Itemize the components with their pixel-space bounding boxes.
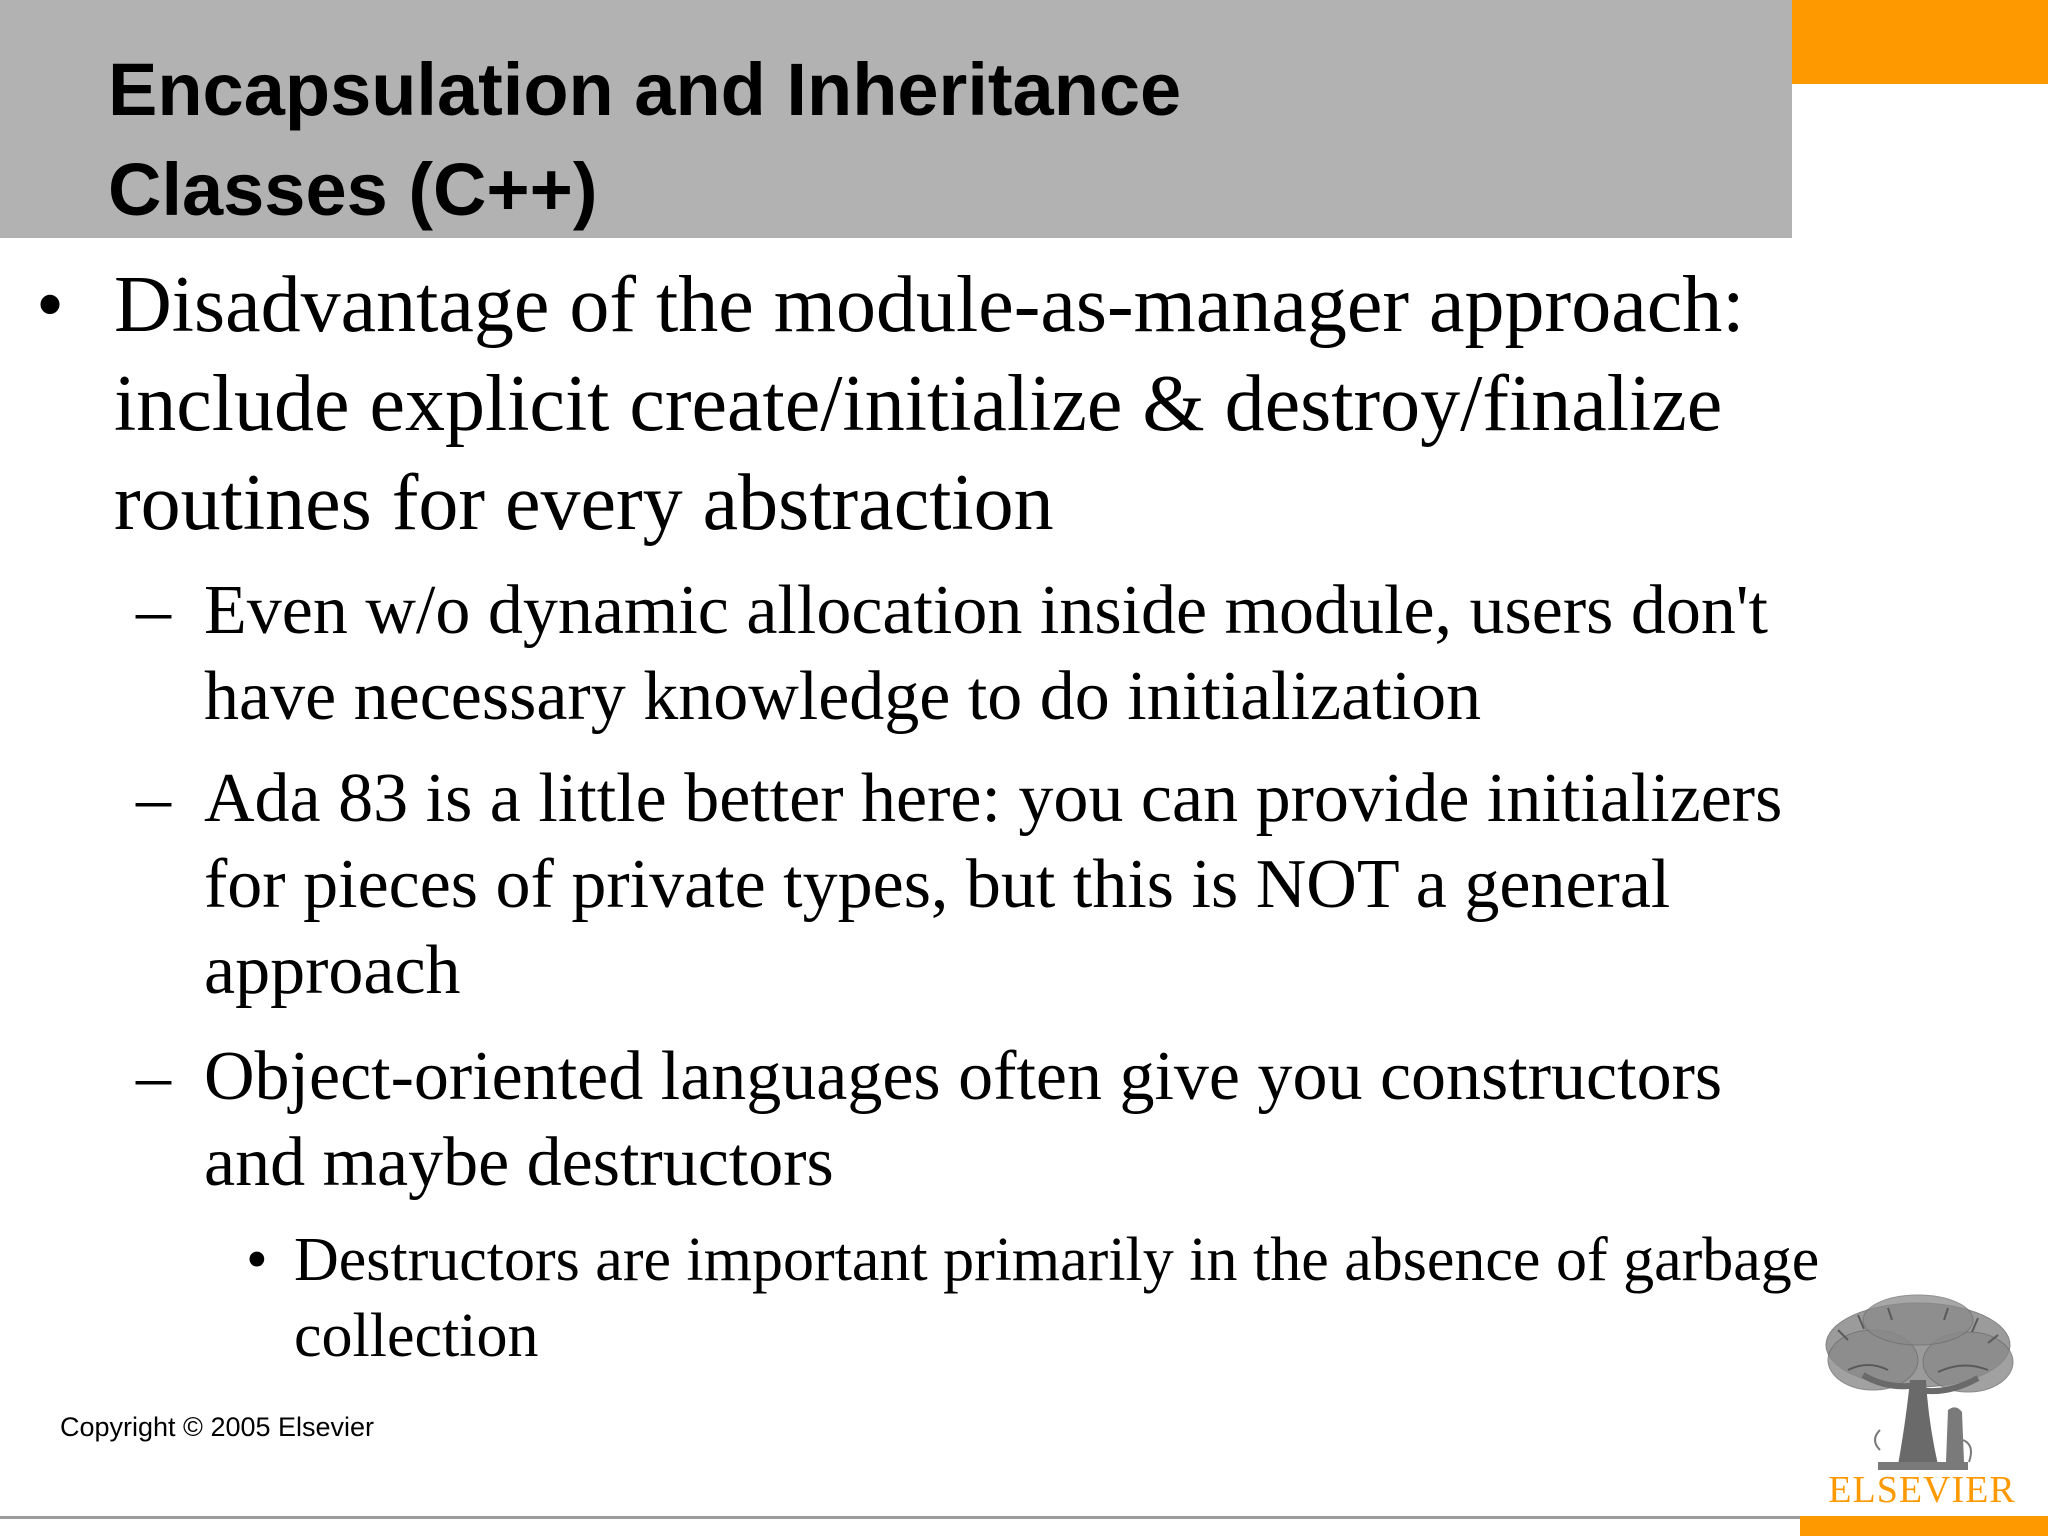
sub-bullet-text [204, 756, 2044, 1014]
bottom-rule [0, 1516, 1800, 1519]
accent-bar [1792, 0, 2048, 84]
sub-sub-bullet-line: Destructors are important primarily in the absence of garbage [294, 1226, 1820, 1294]
sub-bullet-line: Object-oriented languages often give you constructors [204, 1038, 1723, 1115]
sub-bullet-line: have necessary knowledge to do initialization [204, 658, 1482, 735]
bottom-accent-bar [1800, 1516, 2048, 1536]
bullet-marker: • [36, 261, 65, 349]
sub-sub-bullet-1 [0, 1222, 2048, 1382]
sub-sub-bullet-marker: • [246, 1226, 268, 1294]
logo-wordmark: ELSEVIER [1828, 1469, 2016, 1511]
sub-bullet-text [204, 1034, 2044, 1206]
sub-bullet-line: for pieces of private types, but this is NOT a general [204, 846, 1671, 923]
slide-title [108, 40, 1768, 240]
sub-sub-bullet-text [294, 1222, 2034, 1374]
sub-bullet-line: and maybe destructors [204, 1124, 834, 1201]
title-line-2: Classes (C++) [108, 148, 598, 231]
sub-bullet-marker: – [136, 1038, 171, 1115]
sub-sub-bullet-line: collection [294, 1302, 539, 1370]
title-line-1: Encapsulation and Inheritance [108, 48, 1182, 131]
bullet-line: include explicit create/initialize & destroy/finalize [114, 360, 1723, 448]
sub-bullet-3 [0, 1034, 2048, 1214]
bullet-text [114, 256, 2034, 553]
sub-bullet-text [204, 568, 2044, 740]
bullet-line: Disadvantage of the module-as-manager approach: [114, 261, 1745, 349]
bullet-line: routines for every abstraction [114, 459, 1054, 547]
sub-bullet-1 [0, 568, 2048, 748]
bullet-1 [0, 256, 2048, 556]
sub-bullet-marker: – [136, 760, 171, 837]
sub-bullet-line: Ada 83 is a little better here: you can provide initializers [204, 760, 1783, 837]
sub-bullet-line: approach [204, 932, 461, 1009]
sub-bullet-marker: – [136, 572, 171, 649]
sub-bullet-line: Even w/o dynamic allocation inside module, users don't [204, 572, 1768, 649]
copyright-text: Copyright © 2005 Elsevier [60, 1412, 375, 1442]
sub-bullet-2 [0, 756, 2048, 1026]
